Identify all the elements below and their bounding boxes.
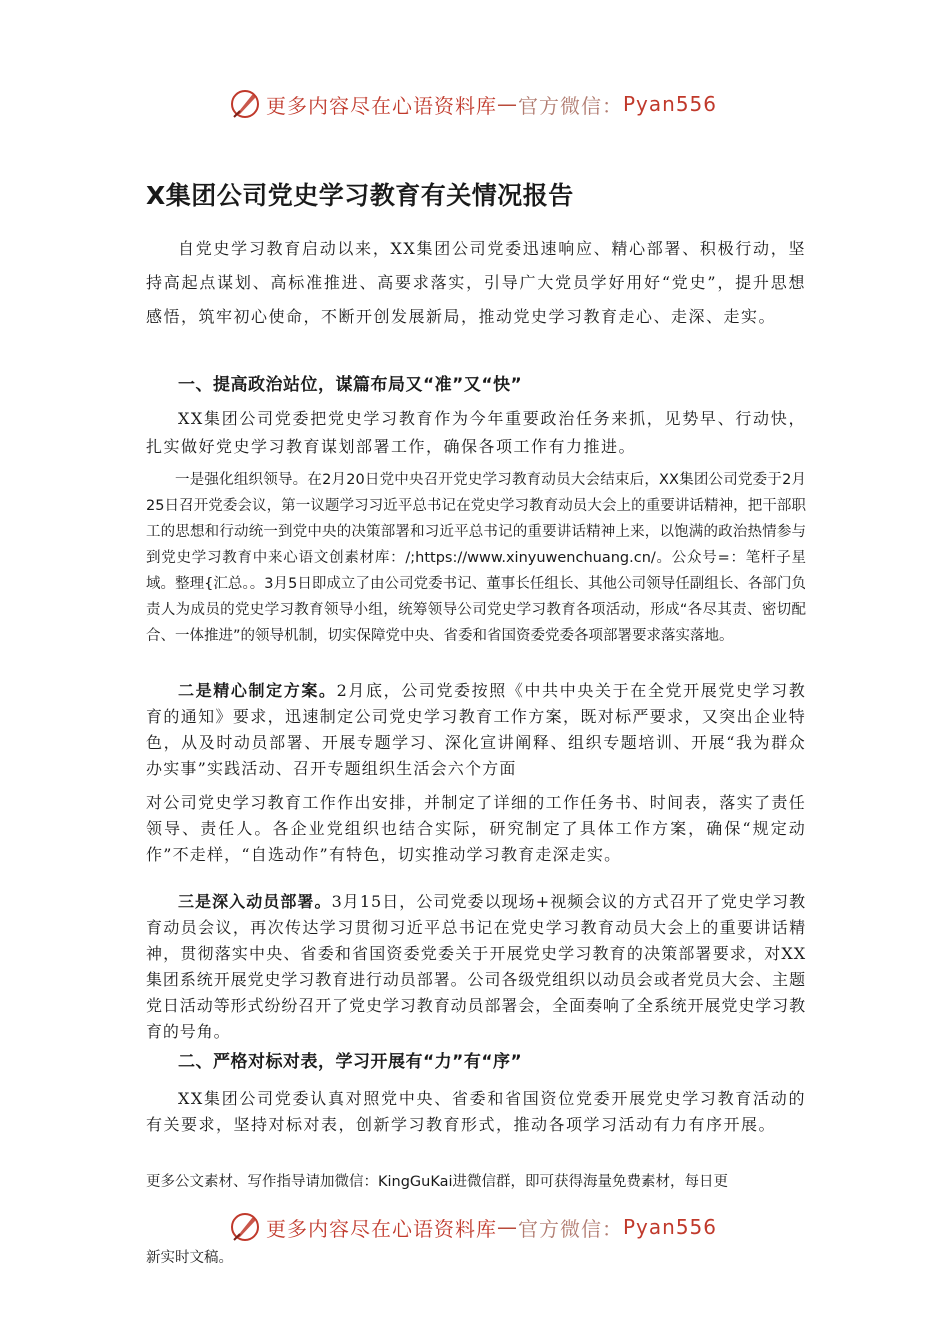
section-1-paragraph-plan <box>146 678 806 868</box>
plan-lead-text: 二是精心制定方案。 <box>178 681 337 700</box>
section-1-paragraph-organization: 一是强化组织领导。在2月20日党中央召开党史学习教育动员大会结束后，XX集团公司党委于2月25日召开党委会议，第一议题学习习近平总书记在党史学习教育动员大会上的重要讲话精神，把干部职工的思想和行动统一到党中央的决策部署和习近平总书记的重要讲话精神上来，以饱满的政治热情参与到党史学习教育中来心语文创素材库：/;https://www.xinyuwenchuang.cn/。公众号=：笔杆子星域。整理{汇总。。3月5日即成立了由公司党委书记、董事长任组长、其他公司领导任副组长、各部门负责人为成员的党史学习教育领导小组，统筹领导公司党史学习教育各项活动，形成“各尽其责、密切配合、一体推进”的领导机制，切实保障党中央、省委和省国资委党委各项部署要求落实落地。 <box>146 472 806 644</box>
watermark-label: 官方微信： <box>518 1216 623 1241</box>
watermark-bottom <box>228 1210 717 1244</box>
document-title: X集团公司党史学习教育有关情况报告 <box>146 181 574 210</box>
section-1-paragraph-mobilize <box>146 889 806 1045</box>
plan-body-text-a: 2月底，公司党委按照《中共中央关于在全党开展党史学习教育的通知》要求，迅速制定公司党史学习教育工作方案，既对标严要求，又突出企业特色，从及时动员部署、开展专题学习、深化宣讲阐释、组织专题培训、开展“我为群众办实事”实践活动、召开专题组织生活会六个方面 <box>146 681 806 778</box>
intro-paragraph: 自党史学习教育启动以来，XX集团公司党委迅速响应、精心部署、积极行动，坚持高起点谋划、高标准推进、高要求落实，引导广大党员学好用好“党史”，提升思想感悟，筑牢初心使命，不断开创发展新局，推动党史学习教育走心、走深、走实。 <box>146 239 806 326</box>
watermark-separator: — <box>497 92 518 116</box>
section-1-heading: 一、提高政治站位，谋篇布局又“准”又“快” <box>178 375 523 395</box>
section-2-paragraph-1: XX集团公司党委认真对照党中央、省委和省国资位党委开展党史学习教育活动的有关要求，坚持对标对表，创新学习教育形式，推动各项学习活动有力有序开展。 <box>146 1089 806 1134</box>
watermark-main-text: 更多内容尽在心语资料库 <box>266 1216 497 1241</box>
plan-body-text-b: 对公司党史学习教育工作作出安排，并制定了详细的工作任务书、时间表，落实了责任领导、责任人。各企业党组织也结合实际，研究制定了具体工作方案，确保“规定动作”不走样，“自选动作”有特色，切实推动学习教育走深走实。 <box>146 793 806 864</box>
mobilize-lead-text: 三是深入动员部署。 <box>178 892 332 911</box>
watermark-wechat-id: Pyan556 <box>623 92 718 116</box>
footer-note-line-2: 新实时文稿。 <box>146 1250 233 1266</box>
watermark-main-text: 更多内容尽在心语资料库 <box>266 93 497 118</box>
feather-pen-logo-icon <box>228 1210 262 1244</box>
watermark-top <box>228 87 717 121</box>
watermark-separator: — <box>497 1215 518 1239</box>
watermark-label: 官方微信： <box>518 93 623 118</box>
footer-note-line-1: 更多公文素材、写作指导请加微信：KingGuKai进微信群，即可获得海量免费素材，每日更 <box>146 1174 729 1190</box>
mobilize-body-text: 3月15日，公司党委以现场+视频会议的方式召开了党史学习教育动员会议，再次传达学习贯彻习近平总书记在党史学习教育动员大会上的重要讲话精神，贯彻落实中央、省委和省国资委党委关于开展党史学习教育的决策部署要求，对XX集团系统开展党史学习教育进行动员部署。公司各级党组织以动员会或者党员大会、主题党日活动等形式纷纷召开了党史学习教育动员部署会，全面奏响了全系统开展党史学习教育的号角。 <box>146 892 806 1041</box>
watermark-wechat-id: Pyan556 <box>623 1215 718 1239</box>
section-1-paragraph-1: XX集团公司党委把党史学习教育作为今年重要政治任务来抓，见势早、行动快，扎实做好党史学习教育谋划部署工作，确保各项工作有力推进。 <box>146 409 806 456</box>
feather-pen-logo-icon <box>228 87 262 121</box>
section-2-heading: 二、严格对标对表，学习开展有“力”有“序” <box>178 1052 523 1072</box>
